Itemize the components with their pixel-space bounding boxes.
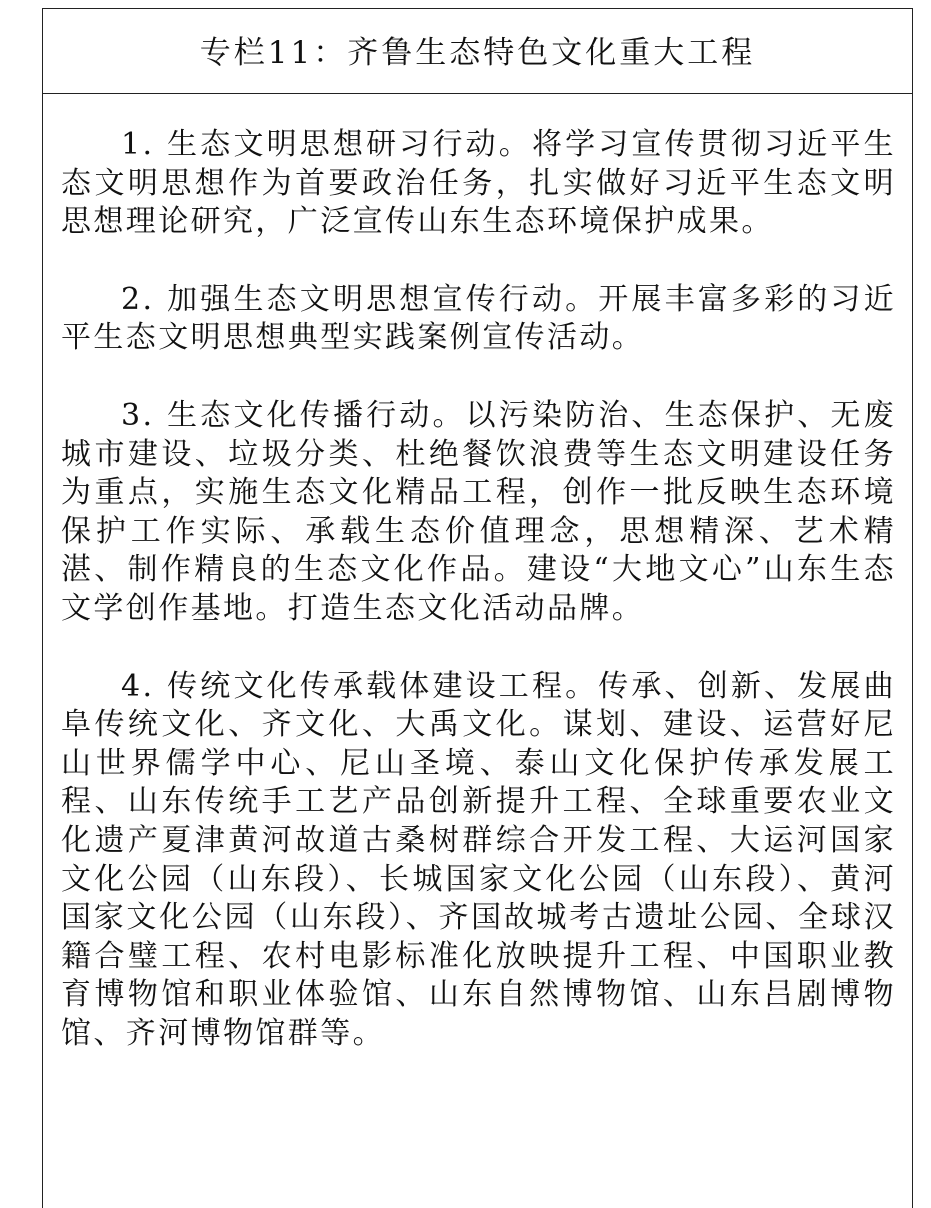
column-title: 专栏11：齐鲁生态特色文化重大工程 — [199, 34, 756, 71]
column-content — [43, 94, 912, 1053]
paragraph-2: 2. 加强生态文明思想宣传行动。开展丰富多彩的习近平生态文明思想典型实践案例宣传活动。 — [61, 281, 896, 356]
column-header — [43, 9, 912, 94]
paragraph-4: 4. 传统文化传承载体建设工程。传承、创新、发展曲阜传统文化、齐文化、大禹文化。谋划、建设、运营好尼山世界儒学中心、尼山圣境、泰山文化保护传承发展工程、山东传统手工艺产品创新提升工程、全球重要农业文化遗产夏津黄河故道古桑树群综合开发工程、大运河国家文化公园（山东段）、长城国家文化公园（山东段）、黄河国家文化公园（山东段）、齐国故城考古遗址公园、全球汉籍合璧工程、农村电影标准化放映提升工程、中国职业教育博物馆和职业体验馆、山东自然博物馆、山东吕剧博物馆、齐河博物馆群等。 — [61, 668, 896, 1051]
paragraph-1: 1. 生态文明思想研习行动。将学习宣传贯彻习近平生态文明思想作为首要政治任务，扎实做好习近平生态文明思想理论研究，广泛宣传山东生态环境保护成果。 — [61, 127, 896, 240]
paragraph-3: 3. 生态文化传播行动。以污染防治、生态保护、无废城市建设、垃圾分类、杜绝餐饮浪费等生态文明建设任务为重点，实施生态文化精品工程，创作一批反映生态环境保护工作实际、承载生态价值理念，思想精深、艺术精湛、制作精良的生态文化作品。建设“大地文心”山东生态文学创作基地。打造生态文化活动品牌。 — [61, 397, 896, 626]
column-box — [42, 8, 913, 1208]
